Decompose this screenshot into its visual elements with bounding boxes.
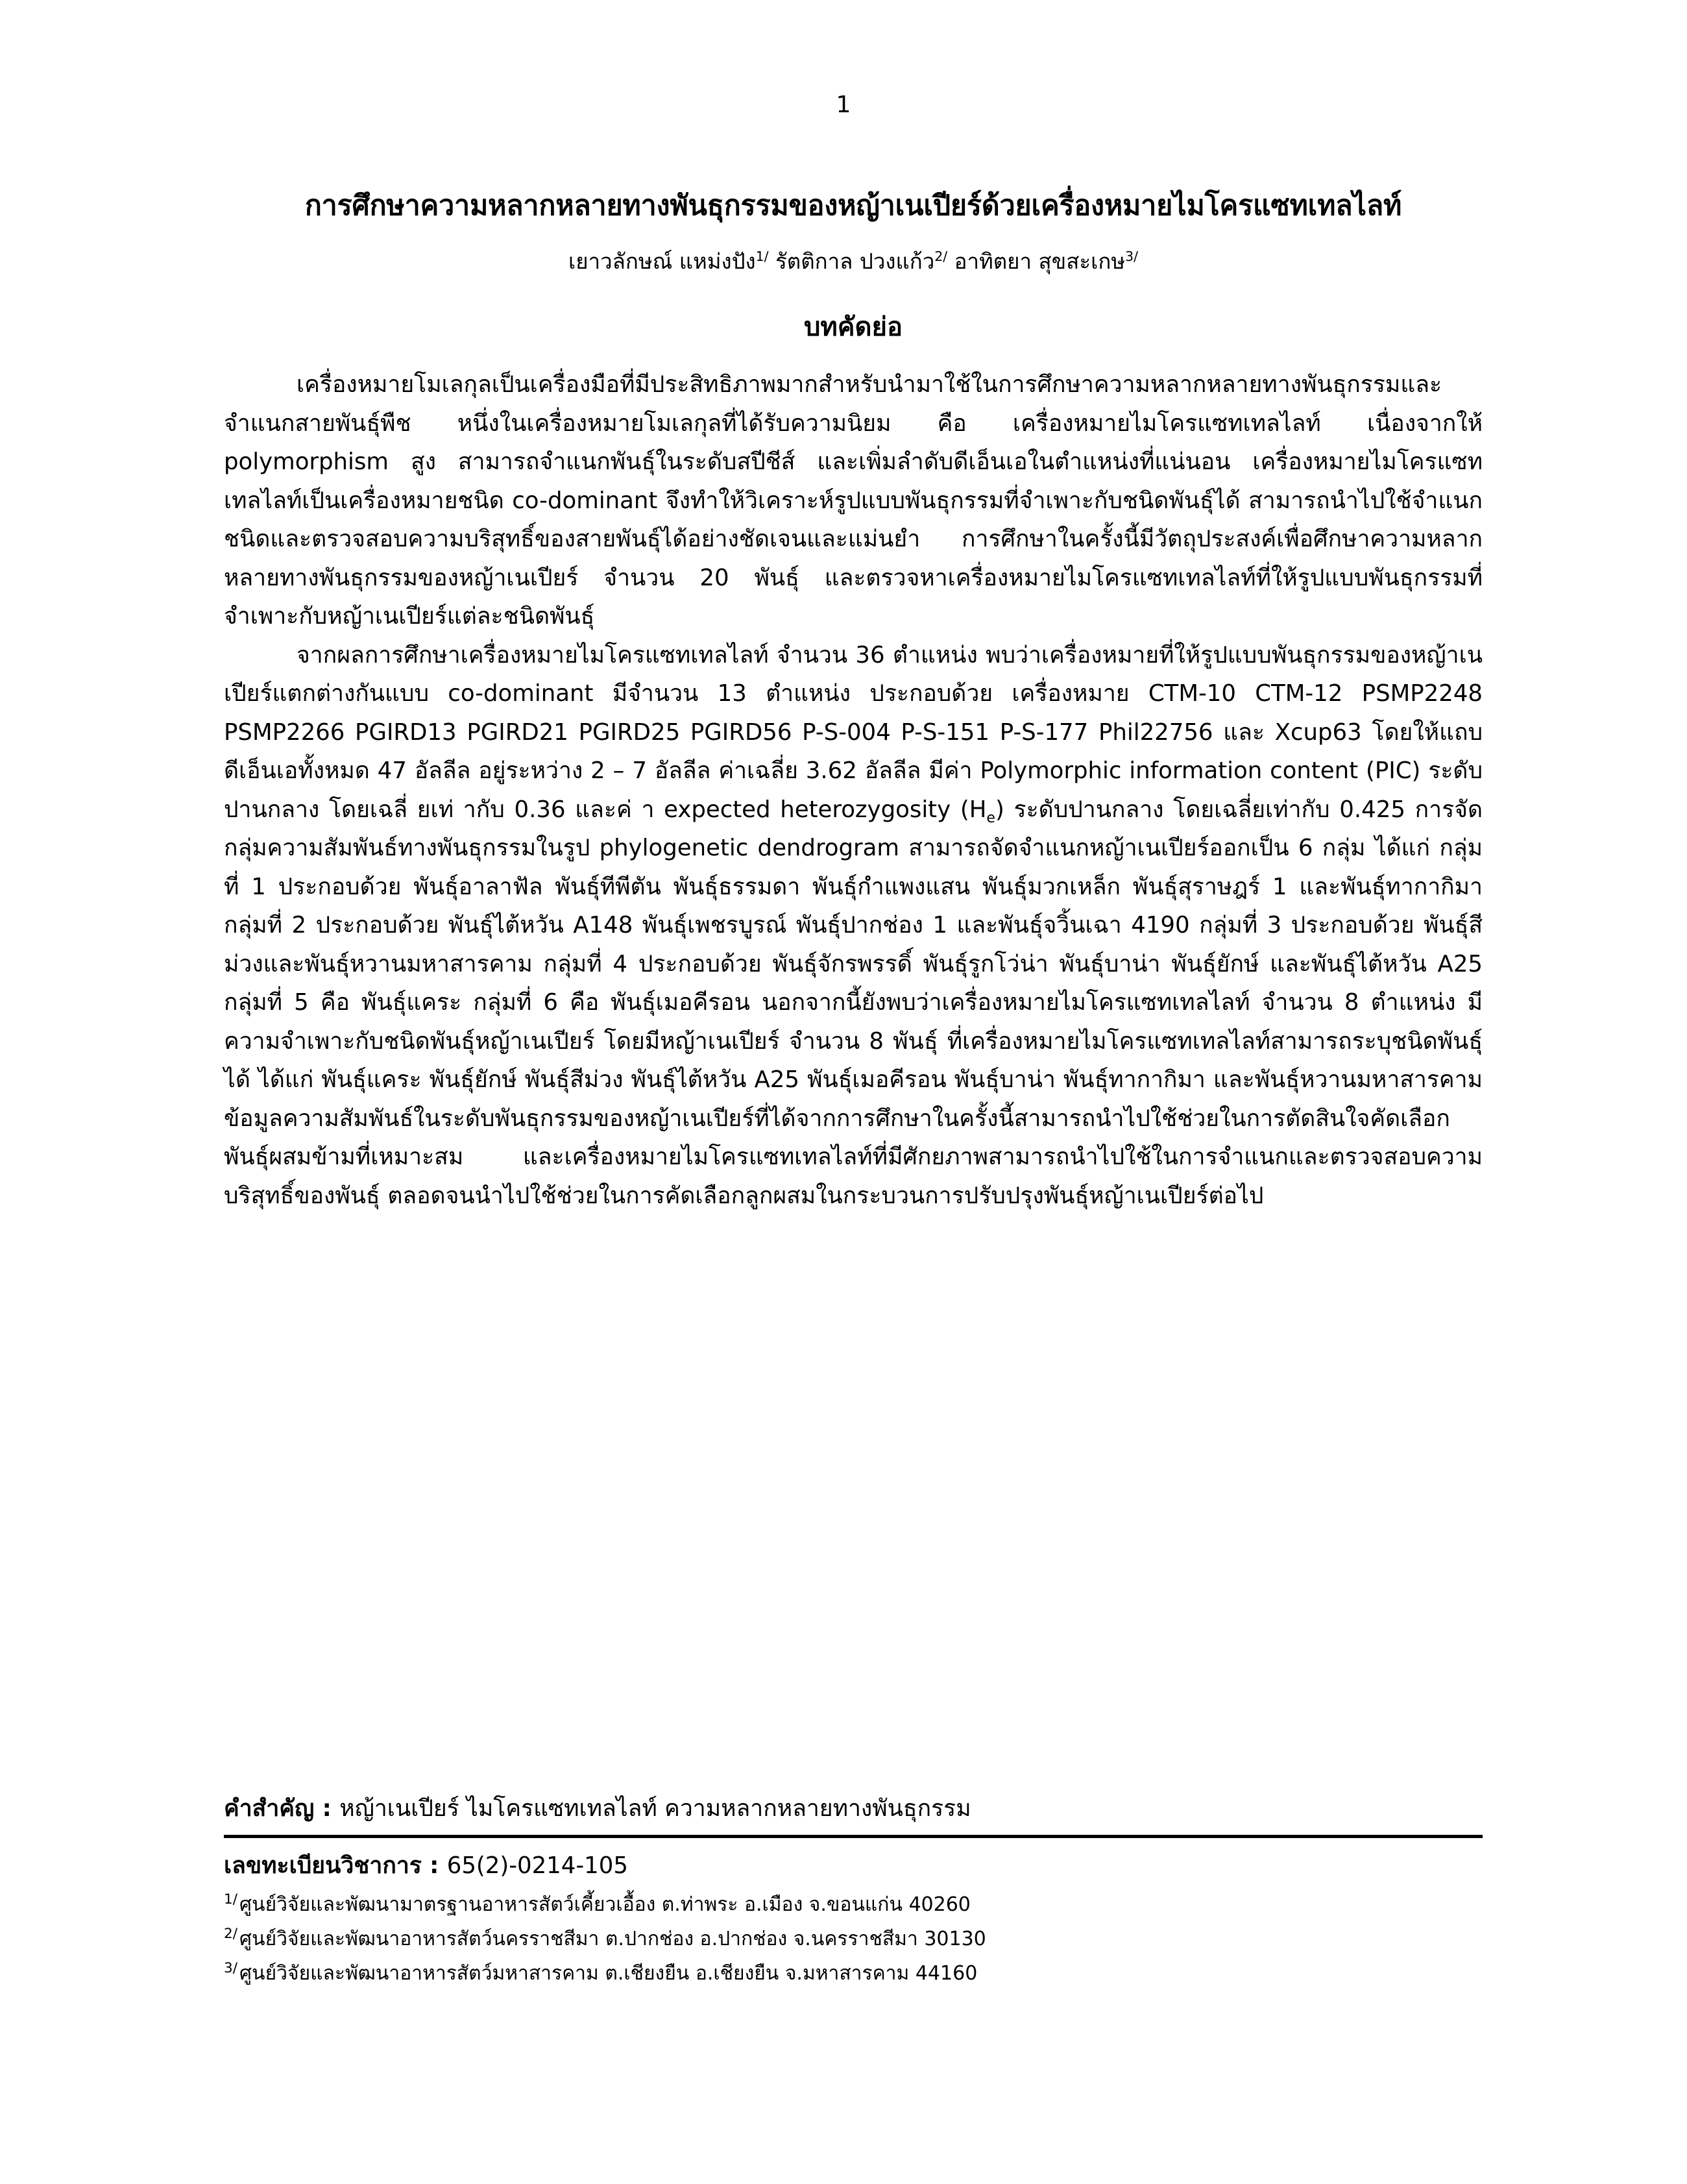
page-number: 1 <box>836 92 851 118</box>
affiliation-marker: 3/ <box>224 1959 238 1976</box>
affiliation-item <box>224 1956 1483 1991</box>
abstract-body <box>224 365 1483 1215</box>
author-affiliation-marker: 2/ <box>934 249 948 265</box>
keywords-label: คำสำคัญ : <box>224 1795 332 1822</box>
affiliation-marker: 2/ <box>224 1925 238 1942</box>
author-name: อาทิตยา สุขสะเกษ <box>954 249 1126 275</box>
affiliation-text: ศูนย์วิจัยและพัฒนาอาหารสัตว์มหาสารคาม ต.เชียงยืน อ.เชียงยืน จ.มหาสารคาม 44160 <box>239 1961 978 1985</box>
author-name: รัตติกาล ปวงแก้ว <box>775 249 935 275</box>
author-byline <box>224 247 1483 276</box>
affiliation-item <box>224 1887 1483 1922</box>
affiliation-item <box>224 1922 1483 1956</box>
heterozygosity-subscript: e <box>986 810 995 827</box>
page-title: การศึกษาความหลากหลายทางพันธุกรรมของหญ้าเนเปียร์ด้วยเครื่องหมายไมโครแซทเทลไลท์ <box>304 190 1402 222</box>
registration-label: เลขทะเบียนวิชาการ : <box>224 1852 439 1880</box>
abstract-heading: บทคัดย่อ <box>804 312 903 343</box>
registration-line <box>224 1848 1483 1883</box>
affiliation-text: ศูนย์วิจัยและพัฒนามาตรฐานอาหารสัตว์เคี้ยวเอื้อง ต.ท่าพระ อ.เมือง จ.ขอนแก่น 40260 <box>239 1893 971 1916</box>
author-affiliation-marker: 3/ <box>1125 249 1138 265</box>
author-affiliation-marker: 1/ <box>755 249 769 265</box>
keywords-values: หญ้าเนเปียร์ ไมโครแซทเทลไลท์ ความหลากหลายทางพันธุกรรม <box>339 1795 971 1822</box>
affiliation-text: ศูนย์วิจัยและพัฒนาอาหารสัตว์นครราชสีมา ต.ปากช่อง อ.ปากช่อง จ.นครราชสีมา 30130 <box>239 1927 986 1950</box>
registration-value: 65(2)-0214-105 <box>446 1852 628 1880</box>
document-footer <box>224 1791 1483 1991</box>
abstract-paragraph-1: เครื่องหมายโมเลกุลเป็นเครื่องมือที่มีประสิทธิภาพมากสำหรับนำมาใช้ในการศึกษาความหลากหลายทางพันธุกรรมและจำแนกสายพันธุ์พืช หนึ่งในเครื่องหมายโมเลกุลที่ได้รับความนิยม คือ เครื่องหมายไมโครแซทเทลไลท์ เนื่องจากให้ polymorphism สูง สามารถจำแนกพันธุ์ในระดับสปีชีส์ และเพิ่มลำดับดีเอ็นเอในตำแหน่งที่แน่นอน เครื่องหมายไมโครแซทเทลไลท์เป็นเครื่องหมายชนิด co-dominant จึงทำให้วิเคราะห์รูปแบบพันธุกรรมที่จำเพาะกับชนิดพันธุ์ได้ สามารถนำไปใช้จำแนกชนิดและตรวจสอบความบริสุทธิ์ของสายพันธุ์ได้อย่างชัดเจนและแม่นยำ การศึกษาในครั้งนี้มีวัตถุประสงค์เพื่อศึกษาความหลากหลายทางพันธุกรรมของหญ้าเนเปียร์ จำนวน 20 พันธุ์ และตรวจหาเครื่องหมายไมโครแซทเทลไลท์ที่ให้รูปแบบพันธุกรรมที่จำเพาะกับหญ้าเนเปียร์แต่ละชนิดพันธุ์ <box>224 371 1483 630</box>
author-name: เยาวลักษณ์ แหม่งปัง <box>568 249 756 275</box>
abstract-paragraph-2-part-b: ) ระดับปานกลาง โดยเฉลี่ยเท่ากับ 0.425 การจัดกลุ่มความสัมพันธ์ทางพันธุกรรมในรูป phylogenetic dendrogram สามารถจัดจำแนกหญ้าเนเปียร์ออกเป็น 6 กลุ่ม ได้แก่ กลุ่มที่ 1 ประกอบด้วย พันธุ์อาลาฟัล พันธุ์ทีพีตัน พันธุ์ธรรมดา พันธุ์กำแพงแสน พันธุ์มวกเหล็ก พันธุ์สุราษฎร์ 1 และพันธุ์ทากากิมา กลุ่มที่ 2 ประกอบด้วย พันธุ์ไต้หวัน A148 พันธุ์เพชรบูรณ์ พันธุ์ปากช่อง 1 และพันธุ์จวิ้นเฉา 4190 กลุ่มที่ 3 ประกอบด้วย พันธุ์สีม่วงและพันธุ์หวานมหาสารคาม กลุ่มที่ 4 ประกอบด้วย พันธุ์จักรพรรดิ์ พันธุ์รูกโว่น่า พันธุ์บาน่า พันธุ์ยักษ์ และพันธุ์ไต้หวัน A25 กลุ่มที่ 5 คือ พันธุ์แคระ กลุ่มที่ 6 คือ พันธุ์เมอคีรอน นอกจากนี้ยังพบว่าเครื่องหมายไมโครแซทเทลไลท์ จำนวน 8 ตำแหน่ง มีความจำเพาะกับชนิดพันธุ์หญ้าเนเปียร์ โดยมีหญ้าเนเปียร์ จำนวน 8 พันธุ์ ที่เครื่องหมายไมโครแซทเทลไลท์สามารถระบุชนิดพันธุ์ได้ ได้แก่ พันธุ์แคระ พันธุ์ยักษ์ พันธุ์สีม่วง พันธุ์ไต้หวัน A25 พันธุ์เมอคีรอน พันธุ์บาน่า พันธุ์ทากากิมา และพันธุ์หวานมหาสารคาม ข้อมูลความสัมพันธ์ในระดับพันธุกรรมของหญ้าเนเปียร์ที่ได้จากการศึกษาในครั้งนี้สามารถนำไปใช้ช่วยในการตัดสินใจคัดเลือกพันธุ์ผสมข้ามที่เหมาะสม และเครื่องหมายไมโครแซทเทลไลท์ที่มีศักยภาพสามารถนำไปใช้ในการจำแนกและตรวจสอบความบริสุทธิ์ของพันธุ์ ตลอดจนนำไปใช้ช่วยในการคัดเลือกลูกผสมในกระบวนการปรับปรุงพันธุ์หญ้าเนเปียร์ต่อไป <box>224 796 1483 1209</box>
affiliation-marker: 1/ <box>224 1891 238 1908</box>
abstract-paragraph-2 <box>224 636 1483 1216</box>
keywords-line <box>224 1791 1483 1826</box>
footer-divider <box>224 1835 1483 1838</box>
abstract-paragraph-2-part-a: จากผลการศึกษาเครื่องหมายไมโครแซทเทลไลท์ จำนวน 36 ตำแหน่ง พบว่าเครื่องหมายที่ให้รูปแบบพันธุกรรมของหญ้าเนเปียร์แตกต่างกันแบบ co-dominant มีจำนวน 13 ตำแหน่ง ประกอบด้วย เครื่องหมาย CTM-10 CTM-12 PSMP2248 PSMP2266 PGIRD13 PGIRD21 PGIRD25 PGIRD56 P-S-004 P-S-151 P-S-177 Phil22756 และ Xcup63 โดยให้แถบดีเอ็นเอทั้งหมด 47 อัลลีล อยู่ระหว่าง 2 – 7 อัลลีล ค่าเฉลี่ย 3.62 อัลลีล มีค่า Polymorphic information content (PIC) ระดับปานกลาง โดยเฉลี่ ยเท่ ากับ 0.36 และค่ า expected heterozygosity (H <box>224 641 1483 823</box>
document-content <box>224 0 1483 1215</box>
affiliation-list <box>224 1887 1483 1991</box>
